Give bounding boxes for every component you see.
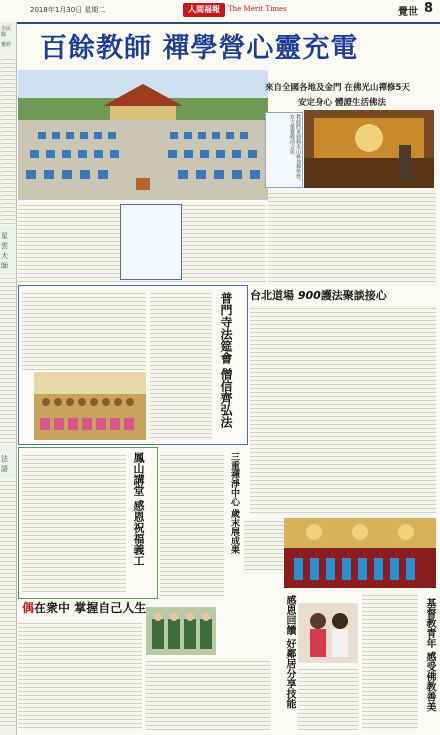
sanchong-caption [244,518,284,570]
sanchong-stage-photo [284,518,436,588]
photo-caption: 教師們來到佛光山參加禪學營，在大雄寶殿前合影。 [289,114,301,184]
strip-label: 星 [1,232,8,240]
pumen-story-body-2 [22,290,146,370]
story6-title [22,599,146,616]
story6-title-rest: 在衆中 掌握自己人生 [34,601,147,615]
story7-title: 感恩回饋 好鄰居分享技能 [284,595,295,709]
story6-body-2 [146,658,270,730]
section-name: 覺世 [398,7,418,18]
strip-label: 雲 [1,242,8,250]
pumen-story-body [150,290,212,440]
shrine-photo [304,110,434,188]
lead-body-right [268,190,436,282]
page-number: 8 [424,1,434,16]
pumen-group-photo [34,372,146,440]
strip-body-text [1,275,15,445]
newspaper-logo: 人間福報 [183,3,225,17]
fengshan-story-title: 鳳山講堂 感恩祝福義工 [132,452,145,566]
sanchong-story-body [160,452,224,597]
strip-label: 大 [1,252,8,260]
newspaper-logo-english: The Merit Times [228,5,287,13]
issue-date: 2018年1月30日 星期二 [30,6,106,14]
story6-photo [146,607,216,655]
strip-label: 法 [1,455,8,463]
lead-subhead-2: 安定身心 體證生活佛法 [298,98,386,108]
lead-headline: 百餘教師 禪學營心靈充電 [40,33,359,64]
sanchong-story-title: 三重禪淨中心 歲末展成果 [229,452,239,555]
strip-label: 師 [1,262,8,270]
story8-body [362,592,418,730]
pumen-story-title: 普門寺法筵會 僧信齊弘法 [219,292,233,429]
meditation-group-photo [18,70,268,200]
strip-label: 全民醫 [1,26,12,38]
taipei-title-prefix: 台北道場 [250,289,298,302]
strip-label: 語 [1,465,8,473]
story7-photo [298,603,358,663]
strip-label: 蜜經 [1,42,12,48]
lead-subhead-1: 來自全國各地及金門 在佛光山禪修5天 [265,83,410,93]
taipei-title-number: 900 [297,289,321,302]
fengshan-story-body [22,452,126,592]
taipei-title-suffix: 護法聚談接心 [320,289,387,302]
strip-body-text [1,56,15,226]
story8-title: 基督教青年 感受佛教善美 [424,598,435,712]
story7-body [298,666,358,730]
photo-caption-box [265,112,303,188]
taipei-story-title [250,287,387,303]
lead-sidebar-box [120,204,182,280]
story6-body [18,620,142,730]
story6-title-initial: 偶 [22,601,35,615]
taipei-story-body [250,305,436,515]
strip-body-text [1,478,15,728]
